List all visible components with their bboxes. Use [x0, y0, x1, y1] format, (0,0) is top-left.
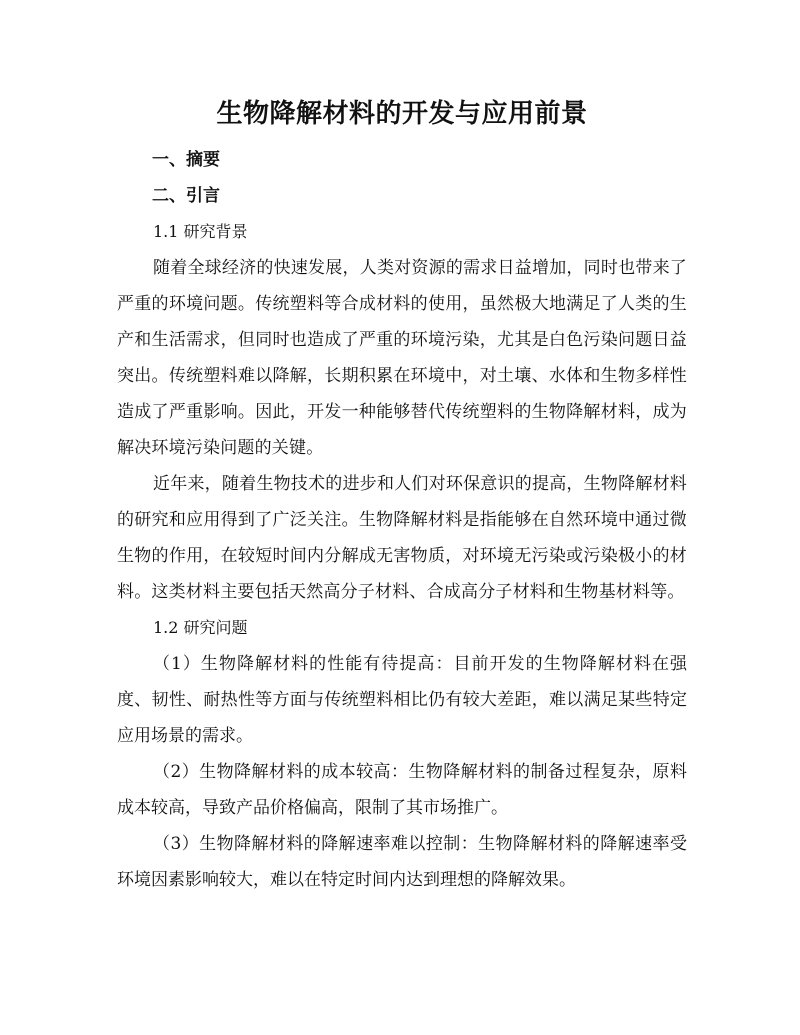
subsection-heading-research-questions: 1.2 研究问题	[153, 618, 248, 637]
research-question-item-1: （1）生物降解材料的性能有待提高：目前开发的生物降解材料在强度、韧性、耐热性等方面与传统塑料相比仍有较大差距，难以满足某些特定应用场景的需求。	[117, 654, 687, 746]
paragraph-background-1: 随着全球经济的快速发展，人类对资源的需求日益增加，同时也带来了严重的环境问题。传统塑料等合成材料的使用，虽然极大地满足了人类的生产和生活需求，但同时也造成了严重的环境污染，尤其是白色污染问题日益突出。传统塑料难以降解，长期积累在环境中，对土壤、水体和生物多样性造成了严重影响。因此，开发一种能够替代传统塑料的生物降解材料，成为解决环境污染问题的关键。	[117, 258, 687, 458]
subsection-heading-background: 1.1 研究背景	[153, 222, 248, 241]
page-title: 生物降解材料的开发与应用前景	[216, 99, 588, 129]
research-question-item-2: （2）生物降解材料的成本较高：生物降解材料的制备过程复杂，原料成本较高，导致产品价格偏高，限制了其市场推广。	[117, 762, 687, 818]
section-heading-abstract: 一、摘要	[152, 150, 220, 170]
research-question-item-3: （3）生物降解材料的降解速率难以控制：生物降解材料的降解速率受环境因素影响较大，难以在特定时间内达到理想的降解效果。	[117, 834, 687, 890]
paragraph-background-2: 近年来，随着生物技术的进步和人们对环保意识的提高，生物降解材料的研究和应用得到了广泛关注。生物降解材料是指能够在自然环境中通过微生物的作用，在较短时间内分解成无害物质，对环境无污染或污染极小的材料。这类材料主要包括天然高分子材料、合成高分子材料和生物基材料等。	[117, 474, 687, 602]
section-heading-introduction: 二、引言	[152, 186, 220, 206]
